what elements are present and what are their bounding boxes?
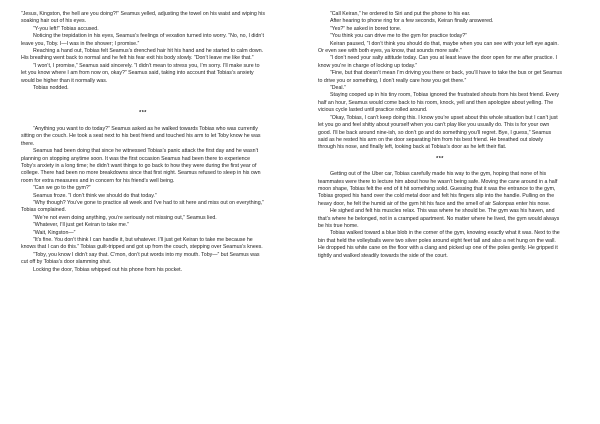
paragraph: Staying cooped up in his tiny room, Tobias ignored the frustrated shouts from his best friend. Every half an hour, Seamus would come back to his room, knock, yell and then apologize about yelling. The vicious cycle lasted until practice rolled around. <box>318 92 559 114</box>
paragraph: “It’s fine. You don’t think I can handle it, but whatever. I’ll just get Keiran to take me because he knows that I can do this.” Tobias guilt-tripped and got up from the couch, stepping over Seamus’s knees. <box>21 236 263 251</box>
paragraph: After hearing to phone ring for a few seconds, Keiran finally answered. <box>330 18 494 25</box>
paragraph: Locking the door, Tobias whipped out his phone from his pocket. <box>33 266 183 273</box>
paragraph: “I won’t, I promise,” Seamus said sincerely. “I didn’t mean to stress you, I’m sorry. I’ll make sure to let you know where I am from now on, okay?” Seamus said, taking into account that Tobias’s anxiety would be higher than it normally was. <box>21 62 260 84</box>
left-block-2 <box>21 126 265 274</box>
paragraph: “Call Keiran,” he ordered to Siri and put the phone to his ear. <box>330 11 471 17</box>
left-block-1 <box>21 11 265 92</box>
paragraph: Reaching a hand out, Tobias felt Seamus’s drenched hair hit his hand and he started to calm down. His breathing went back to normal and he felt his fear exit his body slowly. “Don’t leave me like that.” <box>21 48 264 62</box>
paragraph: “Wait, Kingston—” <box>33 229 76 236</box>
paragraph: “Jesus, Kingston, the hell are you doing?!” Seamus yelled, adjusting the towel on his waist and wiping his soaking hair out of his eyes. <box>21 11 265 25</box>
left-page <box>21 11 265 274</box>
paragraph: Keiran paused, “I don’t think you should do that, maybe when you can see with your left eye again. Or even see with both eyes, ya know, that sounds more safe.” <box>318 40 559 55</box>
right-page <box>318 11 562 260</box>
right-block-2 <box>318 171 562 260</box>
paragraph: “Whatever, I’ll just get Keiran to take me.” <box>33 222 129 229</box>
scene-break: *** <box>436 155 444 162</box>
paragraph: Noticing the trepidation in his eyes, Seamus’s feelings of vexation turned into worry. “No, no, I didn’t leave you, Toby. I—I was in the shower; I promise.” <box>21 33 264 47</box>
paragraph: “Y-you left!” Tobias accused. <box>33 25 99 32</box>
paragraph: Tobias walked toward a blue blob in the corner of the gym, knowing exactly what it was. Next to the bin that held the volleyballs were two silver poles around eight feet tall and also a net hung on the wall. He dropped his white cane on the floor with a clang and picked up one of the poles gently. He gripped it tightly and walked steadily towards the side of the court. <box>318 230 560 259</box>
paragraph: “Can we go to the gym?” <box>33 185 91 192</box>
paragraph: “I don’t need your salty attitude today. Can you at least leave the door open for me after practice. I know you’re in charge of locking up today.” <box>318 55 557 69</box>
spacer <box>21 92 265 106</box>
paragraph: Seamus froze. “I don’t think we should do that today.” <box>33 192 157 199</box>
scene-break: *** <box>139 110 147 117</box>
paragraph: Getting out of the Uber car, Tobias carefully made his way to the gym, hoping that none of his teammates were there to lecture him about how he wasn’t being safe. Moving the cane around in a half moon shape, Tobias felt the end of it hit something solid. Guessing that it was the entrance to the gym, Tobias groped his hand over the cold metal door and felt his fingers slip into the handle. Pulling on the heavy door, he felt the humid air of the gym hit his face and the smell of air Salonpas enter his nose. <box>318 171 558 207</box>
paragraph: “Deal.” <box>330 85 346 92</box>
paragraph: Seamus had been doing that since he witnessed Tobias’s panic attack the first day and he wasn’t planning on stopping anytime soon. It was the first occasion Seamus had been there to experience Toby’s anxiety in a long time; he didn’t want things to go back to how they were during the first year of college. There had been no more breakdowns since that first night. Seamus refused to sleep in his own room for extra measures and in concern for his friend’s well being. <box>21 148 261 184</box>
paragraph: “Okay, Tobias, I can’t keep doing this. I know you’re upset about this whole situation but I can’t just let you go and feel shitty about yourself when you can’t play like you usually do. This is for your own good. I’ll be back around nine-ish, so don’t go and do something you’ll regret. Bye, I guess,” Seamus said as he rested his arm on the door separating him from his best friend. He breathed out slowly through his nose, and finally left, looking back at Tobias’s door as he left their flat. <box>318 114 558 151</box>
paragraph: “Yes?” he asked in bored tone. <box>330 25 402 32</box>
paragraph: “Anything you want to do today?” Seamus asked as he walked towards Tobias who was currently sitting on the couch. He took a seat next to his best friend and touched his arm to let Toby know he was there. <box>21 125 261 147</box>
paragraph: “Toby, you know I didn’t say that. C’mon, don’t put words into my mouth. Toby—” but Seamus was cut off by Tobias’s door slamming shut. <box>21 251 260 266</box>
paragraph: “Fine, but that doesn’t mean I’m driving you there or back, you’ll have to take the bus or get Seamus to drive you or something, I don’t really care how you get there.” <box>318 70 562 84</box>
paragraph: “Why though? You’ve gone to practice all week and I’ve had to sit here and miss out on everything,” Tobias complained. <box>21 199 264 214</box>
paragraph: Tobias nodded. <box>33 85 69 92</box>
paragraph: “You think you can drive me to the gym for practice today?” <box>330 33 467 40</box>
paragraph: He sighed and felt his muscles relax. This was where he should be. The gym was his haven, and that’s where he belonged, not in a cramped apartment. No matter where he lived, the gym would always be his true home. <box>318 208 560 229</box>
paragraph: “We’re not even doing anything, you’re seriously not missing out,” Seamus lied. <box>33 214 217 221</box>
right-block-1 <box>318 11 562 152</box>
